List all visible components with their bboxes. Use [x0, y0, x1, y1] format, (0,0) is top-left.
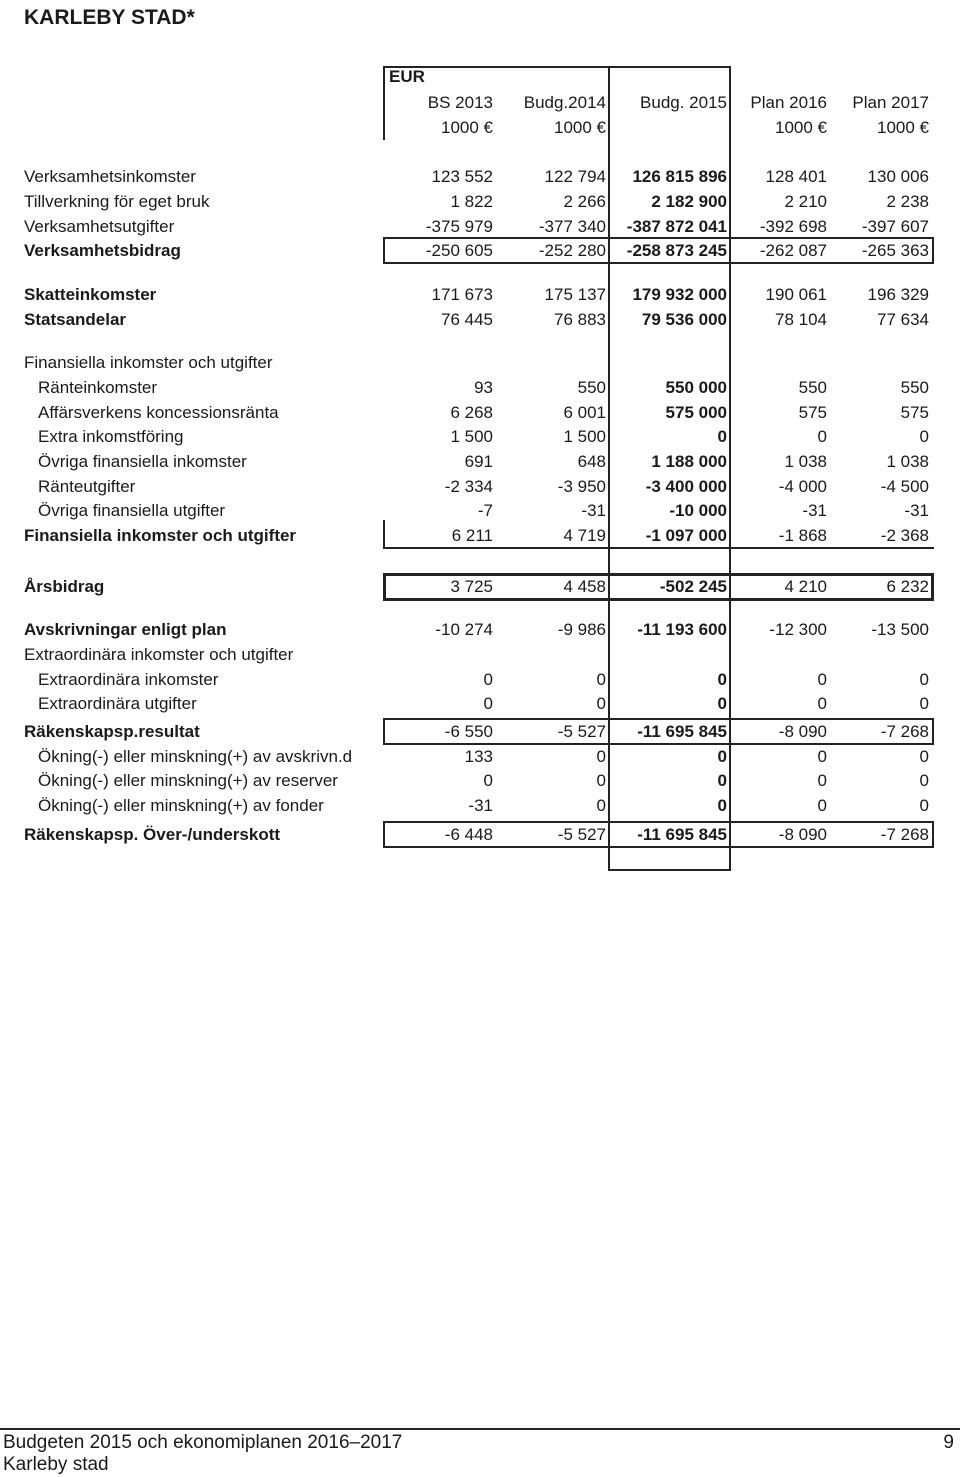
- currency-label: EUR: [389, 67, 425, 86]
- budget-column-bottom: [608, 869, 731, 871]
- unit-bs2013: 1000 €: [441, 118, 493, 137]
- table-row: Extraordinära utgifter 0 0 0 0 0: [38, 694, 929, 713]
- unit-plan2016: 1000 €: [775, 118, 827, 137]
- table-row: Extraordinära inkomster 0 0 0 0 0: [38, 670, 929, 689]
- table-row: Verksamhetsutgifter -375 979 -377 340 -387 872 041 -392 698 -397 607: [24, 217, 929, 236]
- unit-budg2014: 1000 €: [554, 118, 606, 137]
- section-heading: Finansiella inkomster och utgifter: [24, 353, 273, 372]
- table-row: Ränteutgifter -2 334 -3 950 -3 400 000 -4 000 -4 500: [38, 477, 929, 496]
- table-row: Extra inkomstföring 1 500 1 500 0 0 0: [38, 427, 929, 446]
- table-row: Verksamhetsbidrag -250 605 -252 280 -258 873 245 -262 087 -265 363: [24, 241, 929, 260]
- footer-org: Karleby stad: [3, 1454, 109, 1475]
- table-row: Verksamhetsinkomster 123 552 122 794 126 815 896 128 401 130 006: [24, 167, 929, 186]
- col-bs2013: BS 2013: [427, 93, 493, 112]
- table-row: Räkenskapsp.resultat -6 550 -5 527 -11 695 845 -8 090 -7 268: [24, 722, 929, 741]
- table-row: Övriga finansiella utgifter -7 -31 -10 000 -31 -31: [38, 501, 929, 520]
- col-budg2014: Budg.2014: [523, 93, 606, 112]
- table-row: Årsbidrag 3 725 4 458 -502 245 4 210 6 232: [24, 577, 929, 596]
- table-row: Ränteinkomster 93 550 550 000 550 550: [38, 378, 929, 397]
- column-year-row: [0, 90, 960, 115]
- page-number: 9: [943, 1432, 954, 1453]
- table-row: Finansiella inkomster och utgifter 6 211 4 719 -1 097 000 -1 868 -2 368: [24, 526, 929, 545]
- footer-divider: [0, 1428, 960, 1430]
- table-row: Statsandelar 76 445 76 883 79 536 000 78 104 77 634: [24, 310, 929, 329]
- table-row: Ökning(-) eller minskning(+) av avskrivn.d 133 0 0 0 0: [38, 747, 929, 766]
- table-row: Räkenskapsp. Över-/underskott -6 448 -5 527 -11 695 845 -8 090 -7 268: [24, 825, 929, 844]
- unit-plan2017: 1000 €: [877, 118, 929, 137]
- col-budg2015: Budg. 2015: [640, 93, 727, 112]
- table-row: Övriga finansiella inkomster 691 648 1 188 000 1 038 1 038: [38, 452, 929, 471]
- table-row: Avskrivningar enligt plan -10 274 -9 986 -11 193 600 -12 300 -13 500: [24, 620, 929, 639]
- col-plan2016: Plan 2016: [750, 93, 827, 112]
- table-row: Tillverkning för eget bruk 1 822 2 266 2 182 900 2 210 2 238: [24, 192, 929, 211]
- table-row: Ökning(-) eller minskning(+) av fonder -31 0 0 0 0: [38, 796, 929, 815]
- table-row: Skatteinkomster 171 673 175 137 179 932 000 190 061 196 329: [24, 285, 929, 304]
- footer-title: Budgeten 2015 och ekonomiplanen 2016–2017: [3, 1432, 403, 1453]
- column-unit-row: [0, 115, 960, 140]
- col-plan2017: Plan 2017: [852, 93, 929, 112]
- page-title: KARLEBY STAD*: [24, 6, 195, 29]
- table-row: Affärsverkens koncessionsränta 6 268 6 001 575 000 575 575: [38, 403, 929, 422]
- table-row: Ökning(-) eller minskning(+) av reserver 0 0 0 0 0: [38, 771, 929, 790]
- section-heading: Extraordinära inkomster och utgifter: [24, 645, 294, 664]
